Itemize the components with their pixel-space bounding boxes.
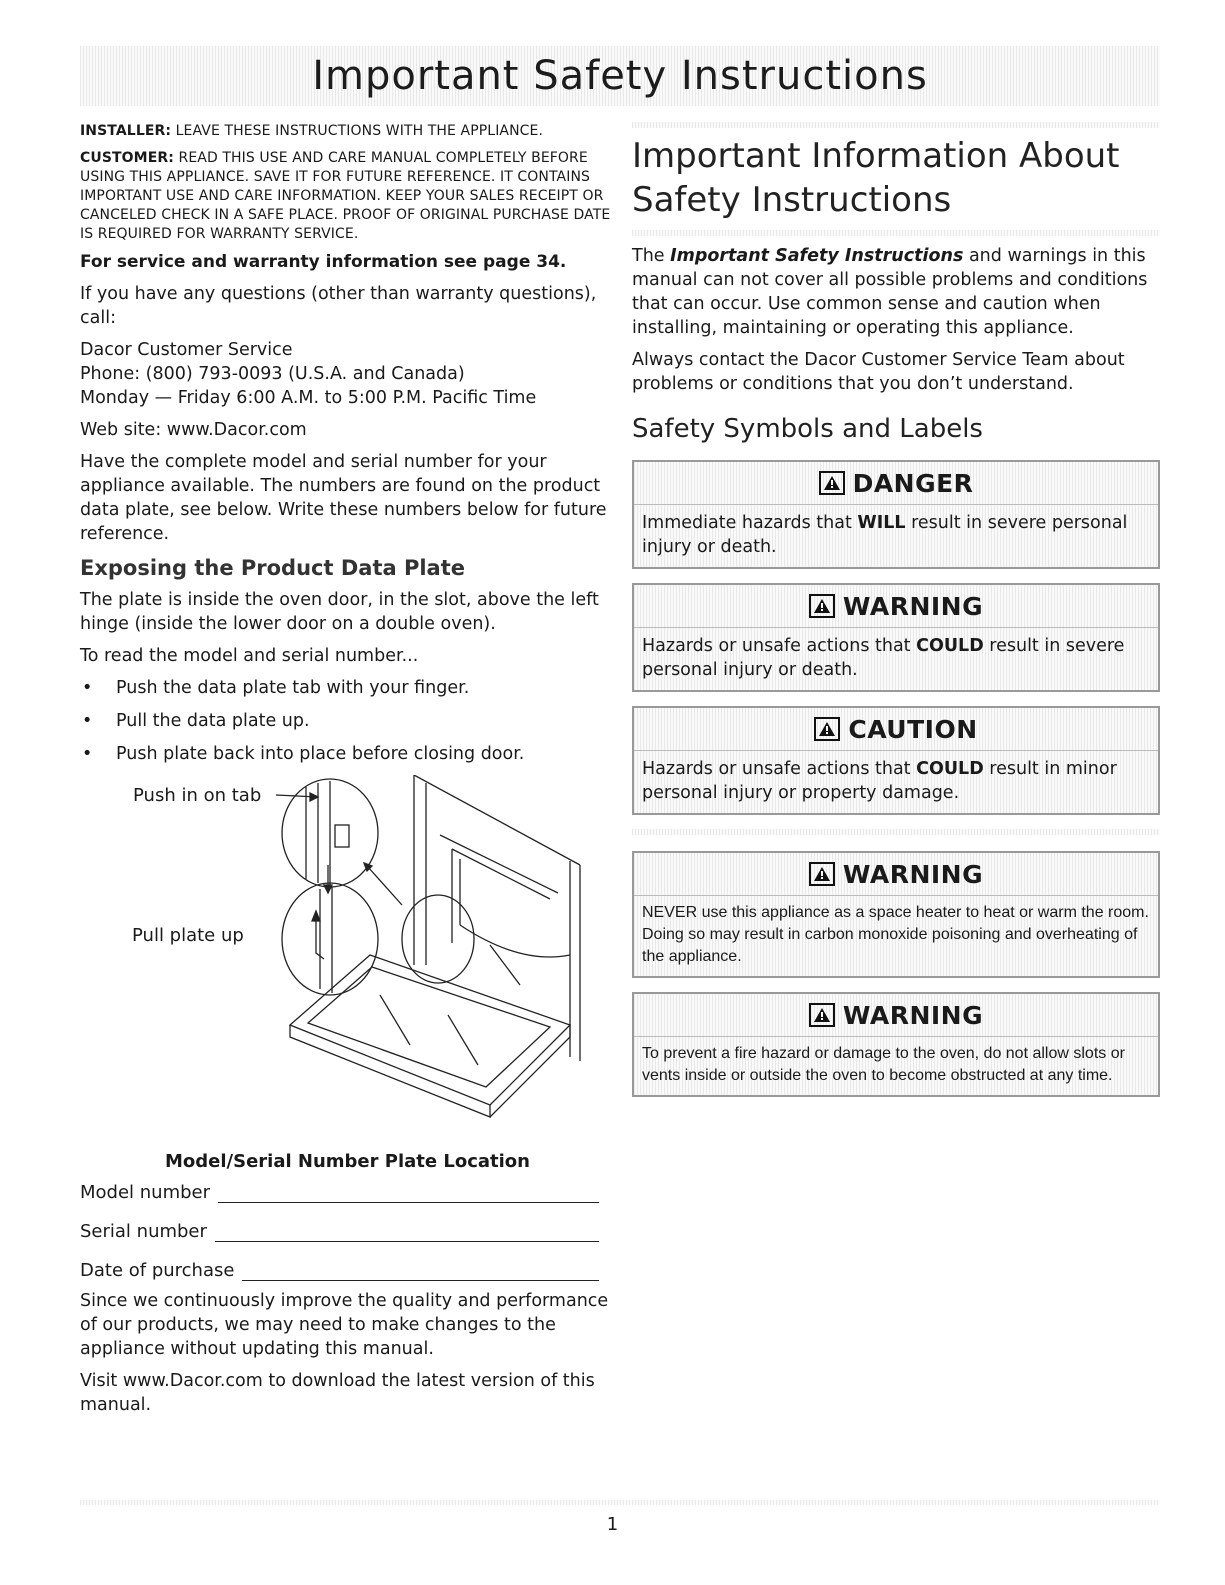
oven-drawing bbox=[80, 775, 615, 1145]
serial-number-line[interactable] bbox=[215, 1223, 599, 1242]
warning-text-pre: Hazards or unsafe actions that bbox=[642, 636, 917, 656]
model-number-label: Model number bbox=[80, 1182, 211, 1203]
info-heading: Important Information About Safety Instructions bbox=[632, 136, 1120, 220]
intro-em: Important Safety Instructions bbox=[670, 246, 964, 266]
danger-word: DANGER bbox=[852, 468, 974, 498]
caution-text-strong: COULD bbox=[916, 759, 984, 779]
contact-hours: Monday — Friday 6:00 A.M. to 5:00 P.M. Pacific Time bbox=[80, 388, 537, 408]
installer-note bbox=[80, 122, 615, 141]
customer-note bbox=[80, 149, 615, 244]
caution-word: CAUTION bbox=[848, 714, 978, 744]
caution-text-pre: Hazards or unsafe actions that bbox=[642, 759, 917, 779]
danger-notice bbox=[632, 460, 1160, 569]
caution-body bbox=[634, 751, 1158, 813]
date-of-purchase-label: Date of purchase bbox=[80, 1260, 235, 1281]
fig-label-push: Push in on tab bbox=[133, 785, 262, 806]
danger-text-post: result in severe personal injury or death. bbox=[642, 513, 1128, 557]
list-item: • Push the data plate tab with your finger. bbox=[80, 676, 615, 700]
bottom-rule bbox=[80, 1500, 1160, 1505]
exposing-heading: Exposing the Product Data Plate bbox=[80, 556, 466, 580]
warning-body bbox=[634, 628, 1158, 690]
improve-text: Since we continuously improve the quality and performance of our products, we may need to make changes to the appliance without updating this manual. bbox=[80, 1291, 609, 1359]
warning2-word: WARNING bbox=[842, 859, 984, 889]
warning3-word: WARNING bbox=[842, 1000, 984, 1030]
warning-triangle-icon bbox=[809, 862, 835, 886]
page-number: 1 bbox=[606, 1514, 619, 1535]
warning2-header bbox=[634, 853, 1158, 896]
contact-text: Always contact the Dacor Customer Service Team about problems or conditions that you don’t understand. bbox=[632, 350, 1125, 394]
left-column bbox=[80, 122, 615, 1425]
warning-notice bbox=[632, 583, 1160, 692]
section-rule bbox=[632, 829, 1160, 835]
warning-triangle-icon bbox=[809, 594, 835, 618]
intro-post: and warnings in this manual can not cover all possible problems and conditions that can occur. Use common sense and caution when installing, maintaining or operating this appliance. bbox=[632, 246, 1148, 338]
questions-text: If you have any questions (other than warranty questions), call: bbox=[80, 284, 597, 328]
model-number-line[interactable] bbox=[218, 1184, 599, 1203]
top-rule bbox=[632, 122, 1160, 128]
page-title: Important Safety Instructions bbox=[312, 53, 928, 99]
intro-text bbox=[632, 244, 1160, 340]
customer-text: READ THIS USE AND CARE MANUAL COMPLETELY BEFORE USING THIS APPLIANCE. SAVE IT FOR FUTURE REFERENCE. IT CONTAINS IMPORTANT USE AND CARE INFORMATION. KEEP YOUR SALES RECEIPT OR CANCELED CHECK IN A SAFE PLACE. PROOF OF ORIGINAL PURCHASE DATE IS REQUIRED FOR WARRANTY SERVICE. bbox=[80, 150, 611, 242]
warning-word: WARNING bbox=[842, 591, 984, 621]
caution-header bbox=[634, 708, 1158, 751]
danger-text-strong: WILL bbox=[857, 513, 906, 533]
warning-header bbox=[634, 585, 1158, 628]
visit-text: Visit www.Dacor.com to download the latest version of this manual. bbox=[80, 1371, 595, 1415]
oven-illustration bbox=[80, 775, 615, 1145]
fig-caption: Model/Serial Number Plate Location bbox=[165, 1151, 530, 1172]
warning3-body: To prevent a fire hazard or damage to the oven, do not allow slots or vents inside or outside the oven to become obstructed at any time. bbox=[642, 1045, 1125, 1084]
fig-label-pull: Pull plate up bbox=[132, 925, 244, 946]
symbols-heading: Safety Symbols and Labels bbox=[632, 414, 983, 444]
right-column bbox=[632, 122, 1160, 1111]
serial-number-field[interactable] bbox=[80, 1221, 615, 1242]
warning-triangle-icon bbox=[819, 471, 845, 495]
intro-pre: The bbox=[632, 246, 671, 266]
model-number-field[interactable] bbox=[80, 1182, 615, 1203]
to-read-text: To read the model and serial number... bbox=[80, 646, 419, 666]
customer-label: CUSTOMER: bbox=[80, 150, 174, 166]
danger-body bbox=[634, 505, 1158, 567]
list-item: • Pull the data plate up. bbox=[80, 709, 615, 733]
vent-obstruction-warning bbox=[632, 992, 1160, 1097]
list-item: • Push plate back into place before closing door. bbox=[80, 742, 615, 766]
installer-text: LEAVE THESE INSTRUCTIONS WITH THE APPLIANCE. bbox=[171, 123, 544, 139]
service-line: For service and warranty information see page 34. bbox=[80, 252, 567, 272]
installer-label: INSTALLER: bbox=[80, 123, 172, 139]
model-serial-text: Have the complete model and serial number for your appliance available. The numbers are found on the product data plate, see below. Write these numbers below for future reference. bbox=[80, 452, 607, 544]
space-heater-warning bbox=[632, 851, 1160, 978]
caution-text-post: result in minor personal injury or property damage. bbox=[642, 759, 1117, 803]
contact-block bbox=[80, 338, 615, 410]
plate-location-text: The plate is inside the oven door, in the slot, above the left hinge (inside the lower door on a double oven). bbox=[80, 590, 599, 634]
warning-triangle-icon bbox=[809, 1003, 835, 1027]
contact-phone: Phone: (800) 793-0093 (U.S.A. and Canada) bbox=[80, 364, 465, 384]
warning3-header bbox=[634, 994, 1158, 1037]
date-of-purchase-line[interactable] bbox=[242, 1262, 599, 1281]
warning-triangle-icon bbox=[814, 717, 840, 741]
contact-name: Dacor Customer Service bbox=[80, 340, 293, 360]
heading-rule bbox=[632, 230, 1160, 236]
caution-notice bbox=[632, 706, 1160, 815]
website-text: Web site: www.Dacor.com bbox=[80, 420, 307, 440]
warning-text-strong: COULD bbox=[916, 636, 984, 656]
steps-list bbox=[80, 676, 615, 766]
warning-text-post: result in severe personal injury or death. bbox=[642, 636, 1125, 680]
warning2-body: NEVER use this appliance as a space heater to heat or warm the room. Doing so may result in carbon monoxide poisoning and overheating of the appliance. bbox=[642, 904, 1149, 965]
serial-number-label: Serial number bbox=[80, 1221, 207, 1242]
danger-text-pre: Immediate hazards that bbox=[642, 513, 858, 533]
page-title-banner bbox=[80, 46, 1160, 106]
date-of-purchase-field[interactable] bbox=[80, 1260, 615, 1281]
danger-header bbox=[634, 462, 1158, 505]
